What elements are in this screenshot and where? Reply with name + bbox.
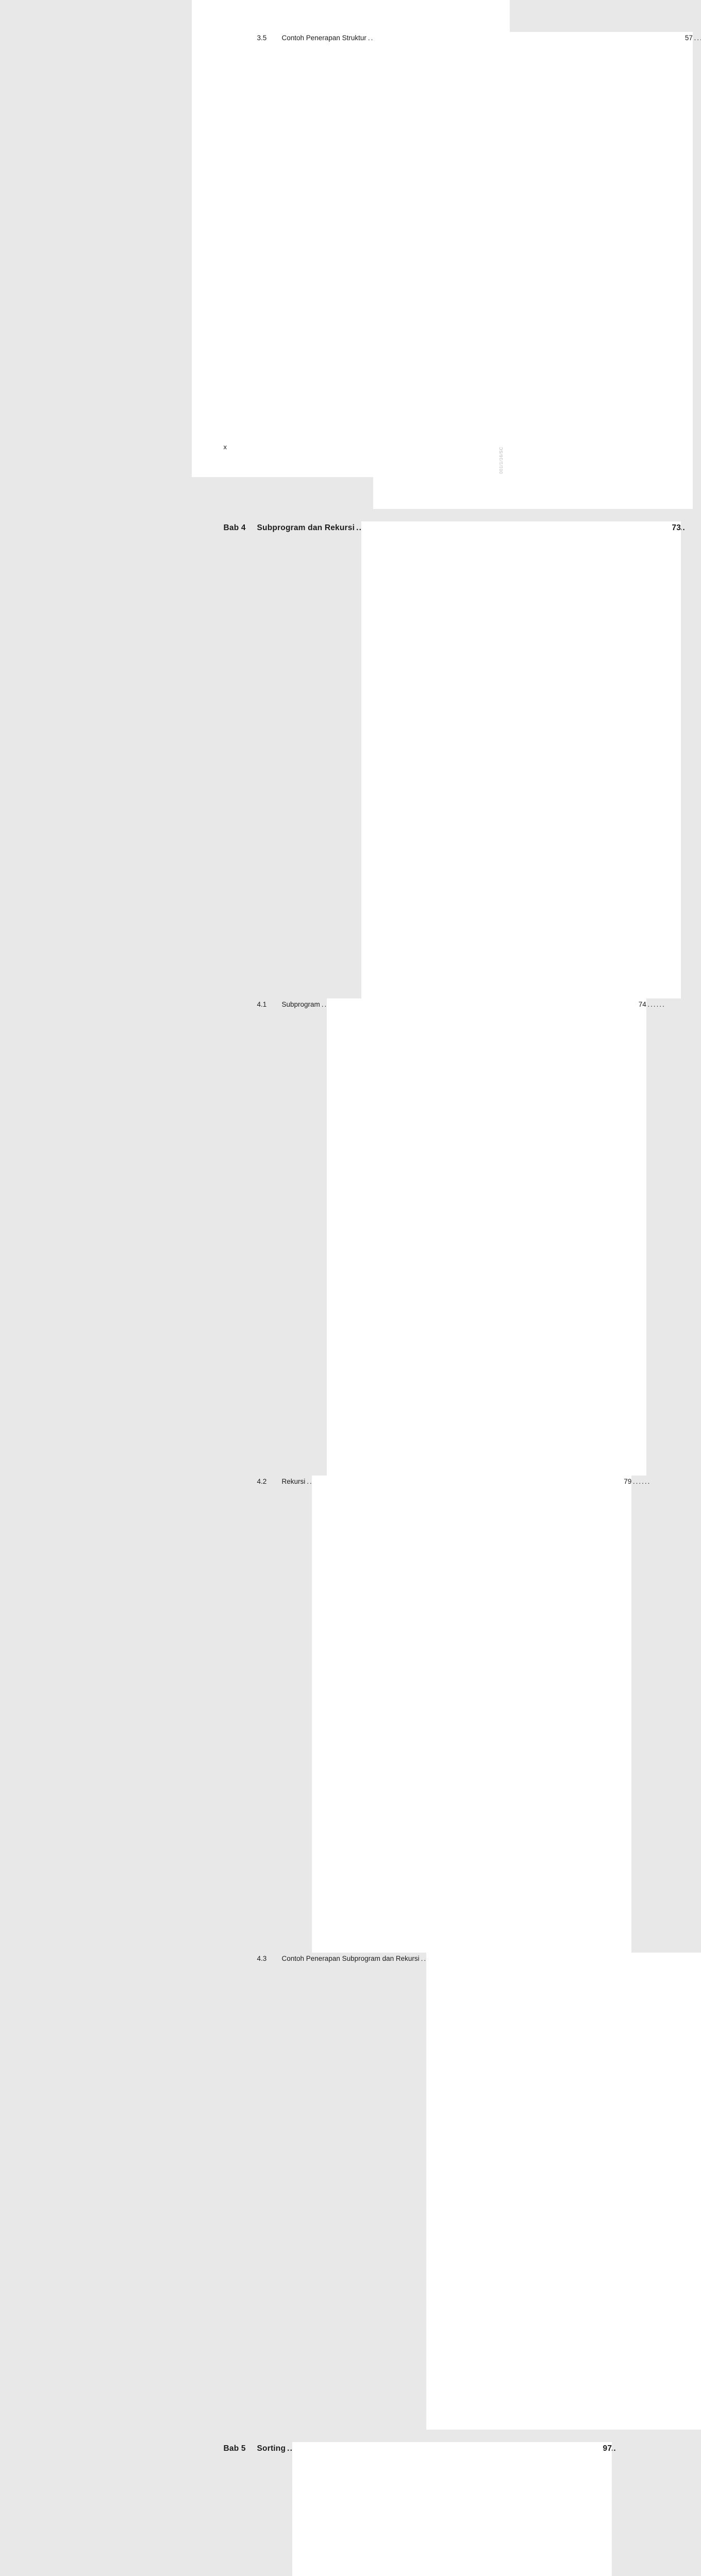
entry-page — [426, 1953, 701, 2430]
print-run-code: 001/1/16/SC — [498, 447, 504, 474]
toc-entry — [223, 2442, 612, 2576]
leader-dots — [287, 2442, 292, 2455]
entry-title: Subprogram — [281, 1001, 320, 1008]
leader-dots — [421, 1953, 426, 1964]
entry-number: Bab 5 — [223, 2444, 246, 2453]
entry-page: 74 — [327, 998, 646, 1476]
entry-title: Subprogram dan Rekursi — [257, 523, 355, 532]
leader-dots — [368, 32, 373, 44]
entry-number: 4.1 — [257, 1001, 267, 1008]
toc-entry — [224, 1476, 632, 1953]
entry-number: 4.2 — [257, 1478, 267, 1485]
entry-title: Sorting — [257, 2444, 286, 2453]
page-number: x — [223, 443, 227, 451]
entry-page: 57 — [373, 32, 693, 509]
entry-title: Contoh Penerapan Struktur — [281, 34, 366, 42]
leader-dots — [307, 1476, 312, 1487]
toc-entry — [223, 521, 681, 998]
entry-title: Rekursi — [281, 1478, 306, 1485]
leader-dots — [356, 521, 361, 534]
entry-page: 97 — [292, 2442, 612, 2576]
toc-entry — [224, 1953, 469, 2430]
entry-title: Contoh Penerapan Subprogram dan Rekursi — [281, 1955, 420, 1962]
book-toc-page — [192, 0, 693, 2453]
entry-page: 79 — [312, 1476, 631, 1953]
entry-page: 73 — [361, 521, 681, 998]
entry-number: 4.3 — [257, 1955, 267, 1962]
toc-entry — [224, 998, 646, 1476]
entry-number: Bab 4 — [223, 523, 246, 532]
entry-number: 3.5 — [257, 34, 267, 42]
leader-dots — [322, 998, 327, 1010]
